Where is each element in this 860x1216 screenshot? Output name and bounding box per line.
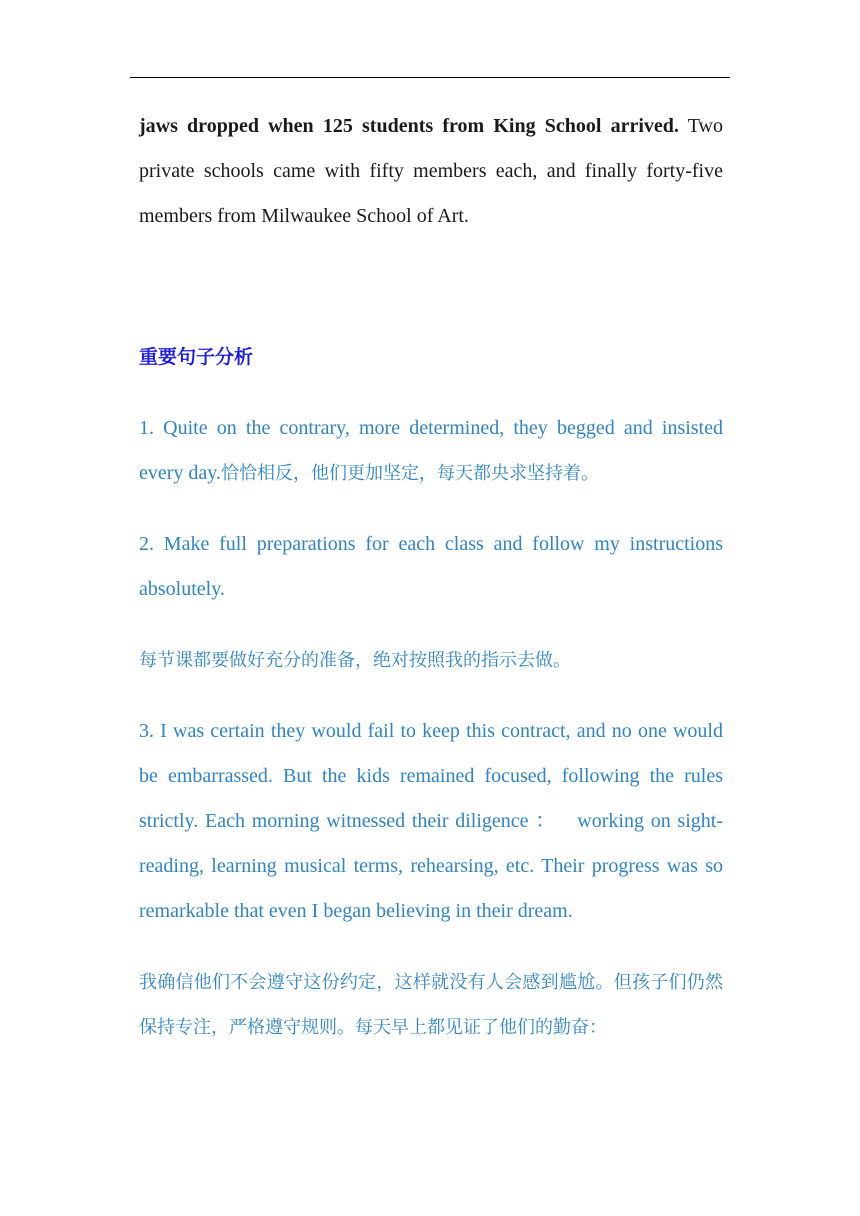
intro-bold-text: jaws dropped when 125 students from King School arrived. [139, 115, 679, 137]
sentence-2-english: 2. Make full preparations for each class and follow my instructions absolutely. [139, 533, 723, 600]
sentence-1-translation: 恰恰相反，他们更加坚定，每天都央求坚持着。 [221, 463, 599, 484]
section-heading: 重要句子分析 [139, 346, 254, 368]
sentence-3-english: 3. I was certain they would fail to keep this contract, and no one would be embarrassed. But the kids remained focused, following the rules strictly. Each morning witnessed their diligence ： working on sight-reading, learning musical terms, rehearsing, etc. Their progress was so remarkable that even I began believing in their dream. [139, 720, 723, 922]
intro-rest-text: Two private schools came with fifty members each, and finally forty-five members from Milwaukee School of Art. [139, 115, 723, 227]
sentence-2-translation: 每节课都要做好充分的准备，绝对按照我的指示去做。 [139, 650, 571, 671]
header-rule [130, 77, 730, 78]
sentence-1-english: 1. Quite on the contrary, more determined, they begged and insisted every day. [139, 417, 723, 484]
document-body [139, 104, 723, 1050]
sentence-1 [139, 406, 723, 496]
sentence-3-translation: 我确信他们不会遵守这份约定，这样就没有人会感到尴尬。但孩子们仍然保持专注，严格遵守规则。每天早上都见证了他们的勤奋： [139, 972, 723, 1038]
intro-paragraph [139, 104, 723, 239]
